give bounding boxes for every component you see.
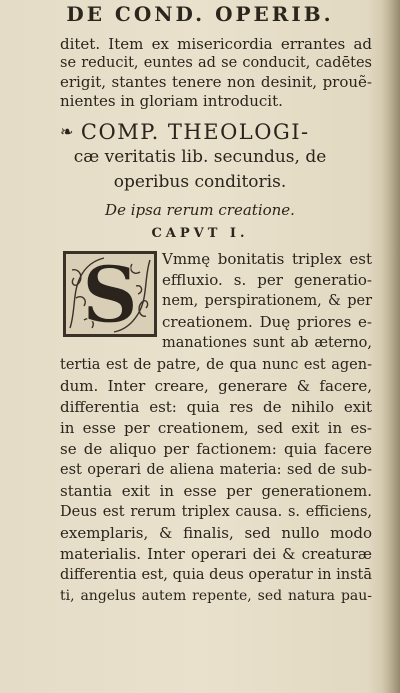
- body-line: stantia exit in esse per generationem.: [60, 482, 372, 500]
- drop-cap-letter: S: [81, 250, 139, 338]
- body-line: Vmmę bonitatis triplex est: [162, 250, 372, 268]
- intro-line: se reducit, euntes ad se conducit, cadētes: [60, 55, 372, 71]
- body-line: tertia est de patre, de qua nunc est agen-: [60, 357, 372, 373]
- page-gutter-shadow: [382, 0, 400, 693]
- section-title: COMP. THEOLOGI-: [80, 120, 310, 144]
- intro-line: ditet. Item ex misericordia errantes ad: [60, 35, 372, 53]
- section-title-line: [60, 120, 376, 144]
- body-line: in esse per creationem, sed exit in es-: [60, 419, 372, 437]
- body-line: creationem. Duę priores e-: [162, 313, 372, 331]
- intro-line: nientes in gloriam introducit.: [60, 92, 283, 110]
- intro-line: erigit, stantes tenere non desinit, prouẽ-: [60, 73, 372, 91]
- body-line: est operari de aliena materia: sed de sub-: [60, 462, 372, 478]
- body-line: differentia est, quia deus operatur in instā: [60, 567, 372, 583]
- chapter-rubric: De ipsa rerum creatione.: [105, 201, 295, 219]
- body-line: nem, perspirationem, & per: [162, 293, 372, 309]
- chapter-heading: CAPVT I.: [151, 226, 249, 241]
- body-line: effluxio. s. per generatio-: [162, 271, 372, 289]
- body-line: differentia est: quia res de nihilo exit: [60, 398, 372, 416]
- body-line: exemplaris, & finalis, sed nullo modo: [60, 524, 372, 542]
- fleuron-icon: ❧: [60, 122, 75, 141]
- body-line: ti, angelus autem repente, sed natura pau-: [60, 588, 372, 604]
- body-line: manationes sunt ab æterno,: [162, 335, 372, 351]
- drop-cap-initial: [62, 250, 158, 338]
- section-subtitle: cæ veritatis lib. secundus, de: [73, 147, 327, 167]
- running-head: DE COND. OPERIB.: [66, 2, 334, 26]
- body-line: Deus est rerum triplex causa. s. efficiens,: [60, 504, 372, 520]
- body-line: se de aliquo per factionem: quia facere: [60, 440, 372, 458]
- body-line: materialis. Inter operari dei & creaturæ: [60, 545, 372, 563]
- body-line: dum. Inter creare, generare & facere,: [60, 377, 372, 395]
- section-subtitle: operibus conditoris.: [113, 172, 287, 192]
